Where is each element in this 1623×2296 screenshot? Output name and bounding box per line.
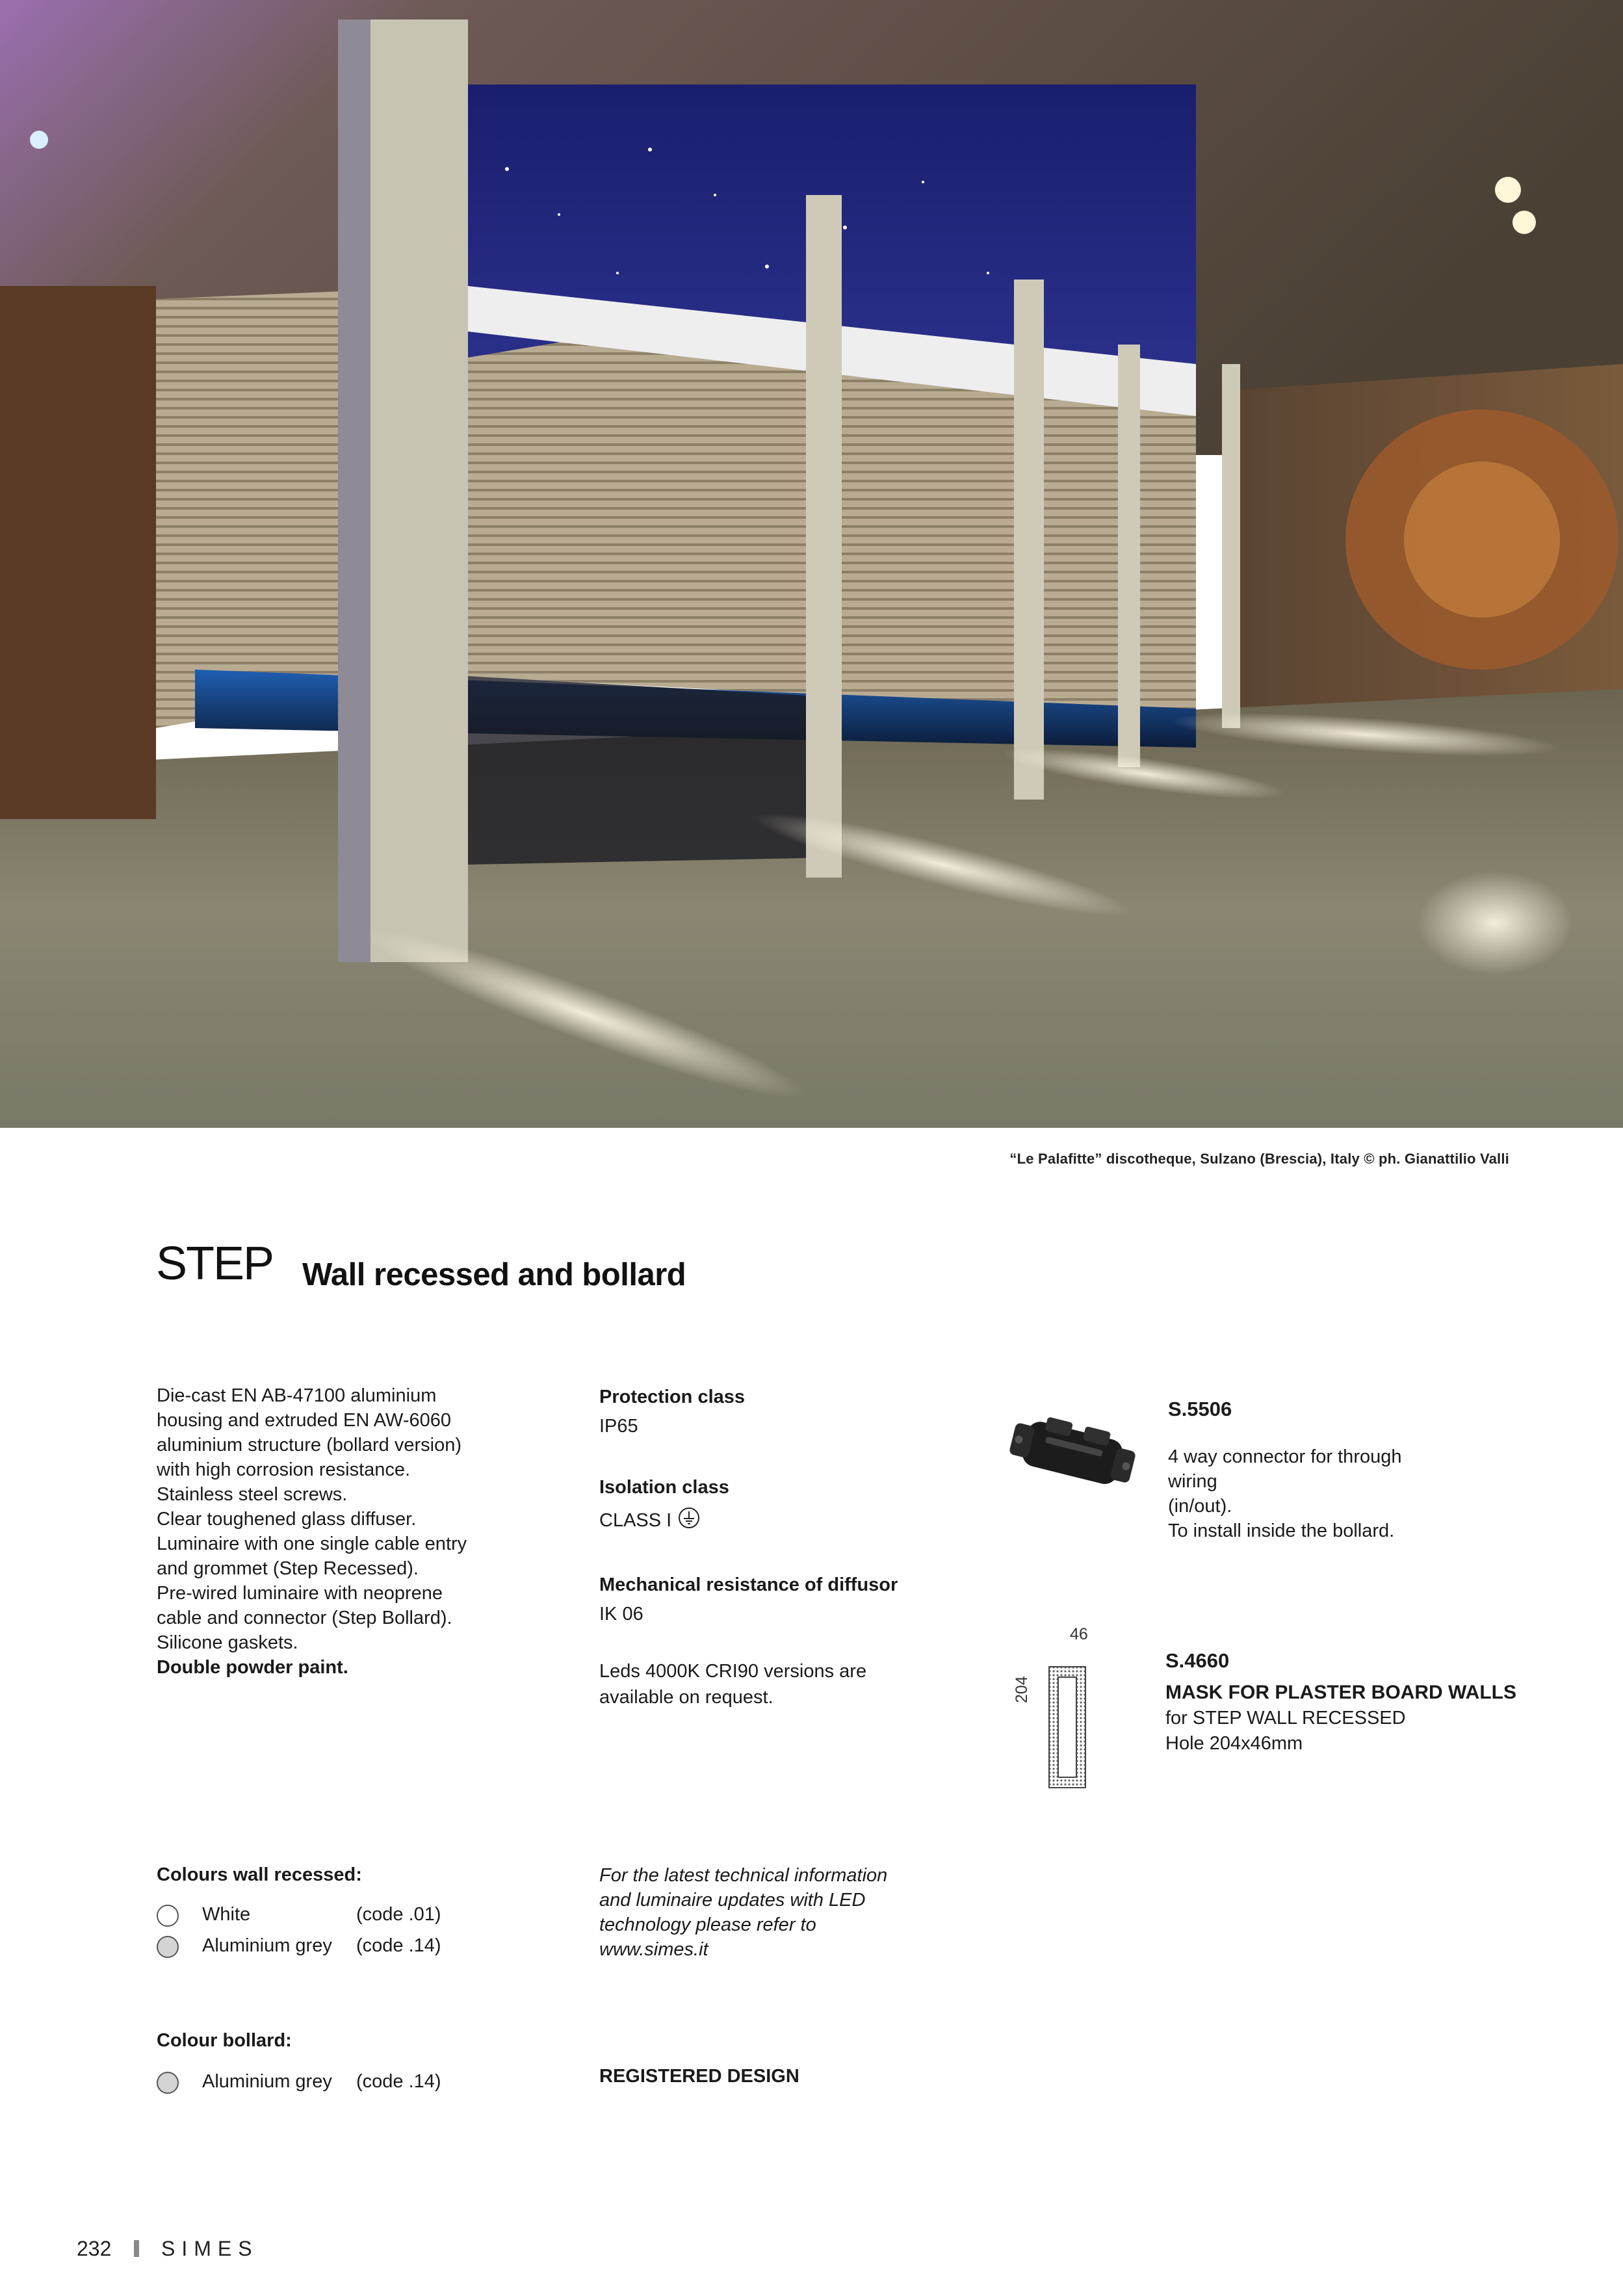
mechanical-resistance-label: Mechanical resistance of diffusor bbox=[599, 1574, 898, 1595]
s5506-code: S.5506 bbox=[1168, 1398, 1232, 1420]
description-line: Silicone gaskets. bbox=[157, 1632, 298, 1653]
product-subtitle: Wall recessed and bollard bbox=[302, 1257, 686, 1292]
s5506-desc-line: To install inside the bollard. bbox=[1168, 1520, 1395, 1541]
swatch-white bbox=[157, 1905, 179, 1927]
isolation-class-label: Isolation class bbox=[599, 1477, 729, 1498]
description-line: Luminaire with one single cable entry bbox=[157, 1533, 467, 1554]
s5506-desc-line: wiring bbox=[1168, 1471, 1217, 1492]
colour-name: Aluminium grey bbox=[202, 2071, 332, 2092]
product-description bbox=[157, 1383, 547, 1680]
description-line: Clear toughened glass diffuser. bbox=[157, 1509, 417, 1530]
description-line: Stainless steel screws. bbox=[157, 1484, 348, 1505]
description-line: aluminium structure (bollard version) bbox=[157, 1435, 461, 1455]
photo-caption: “Le Palafitte” discotheque, Sulzano (Brescia), Italy © ph. Gianattilio Valli bbox=[1009, 1151, 1509, 1167]
protection-class-label: Protection class bbox=[599, 1387, 746, 1407]
colour-name: Aluminium grey bbox=[202, 1935, 332, 1956]
colour-code: (code .01) bbox=[356, 1904, 441, 1925]
description-line: with high corrosion resistance. bbox=[157, 1459, 411, 1480]
isolation-class-row bbox=[599, 1507, 700, 1534]
hero-photo bbox=[0, 0, 1623, 1128]
mechanical-resistance-value: IK 06 bbox=[599, 1604, 643, 1624]
swatch-aluminium-grey bbox=[157, 2072, 179, 2094]
s5506-desc-line: 4 way connector for through bbox=[1168, 1446, 1402, 1467]
isolation-class-value: CLASS I bbox=[599, 1509, 672, 1531]
protection-class-value: IP65 bbox=[599, 1416, 638, 1437]
s4660-title: MASK FOR PLASTER BOARD WALLS bbox=[1165, 1682, 1516, 1703]
description-line: Pre-wired luminaire with neoprene bbox=[157, 1583, 443, 1604]
colours-wall-title: Colours wall recessed: bbox=[157, 1864, 362, 1885]
earth-ground-icon bbox=[678, 1507, 700, 1534]
info-line: and luminaire updates with LED bbox=[599, 1890, 866, 1911]
colour-name: White bbox=[202, 1904, 251, 1925]
s4660-line-1: for STEP WALL RECESSED bbox=[1165, 1708, 1406, 1729]
product-name: STEP bbox=[156, 1238, 274, 1290]
info-link[interactable]: www.simes.it bbox=[599, 1939, 708, 1960]
mask-height-dimension: 204 bbox=[1013, 1676, 1031, 1703]
leds-note-line-1: Leds 4000K CRI90 versions are bbox=[599, 1661, 867, 1682]
description-bold-line: Double powder paint. bbox=[157, 1657, 348, 1678]
s5506-desc-line: (in/out). bbox=[1168, 1496, 1232, 1517]
description-line: cable and connector (Step Bollard). bbox=[157, 1608, 452, 1628]
leds-note-line-2: available on request. bbox=[599, 1687, 773, 1708]
connector-image bbox=[1004, 1404, 1141, 1505]
footer-divider bbox=[134, 2240, 139, 2257]
page-number: 232 bbox=[77, 2237, 112, 2260]
colour-code: (code .14) bbox=[356, 2071, 441, 2092]
brand-name: SIMES bbox=[161, 2237, 259, 2260]
mask-width-dimension: 46 bbox=[1070, 1625, 1088, 1643]
mask-drawing bbox=[1048, 1665, 1087, 1792]
description-line: and grommet (Step Recessed). bbox=[157, 1558, 419, 1579]
s4660-line-2: Hole 204x46mm bbox=[1165, 1733, 1303, 1754]
info-line: For the latest technical information bbox=[599, 1865, 888, 1886]
info-line: technology please refer to bbox=[599, 1914, 816, 1935]
s4660-code: S.4660 bbox=[1165, 1649, 1230, 1672]
description-line: housing and extruded EN AW-6060 bbox=[157, 1410, 452, 1431]
registered-design: REGISTERED DESIGN bbox=[599, 2066, 799, 2087]
colour-code: (code .14) bbox=[356, 1935, 441, 1956]
colour-bollard-title: Colour bollard: bbox=[157, 2030, 292, 2051]
swatch-aluminium-grey bbox=[157, 1936, 179, 1958]
description-line: Die-cast EN AB-47100 aluminium bbox=[157, 1385, 437, 1406]
